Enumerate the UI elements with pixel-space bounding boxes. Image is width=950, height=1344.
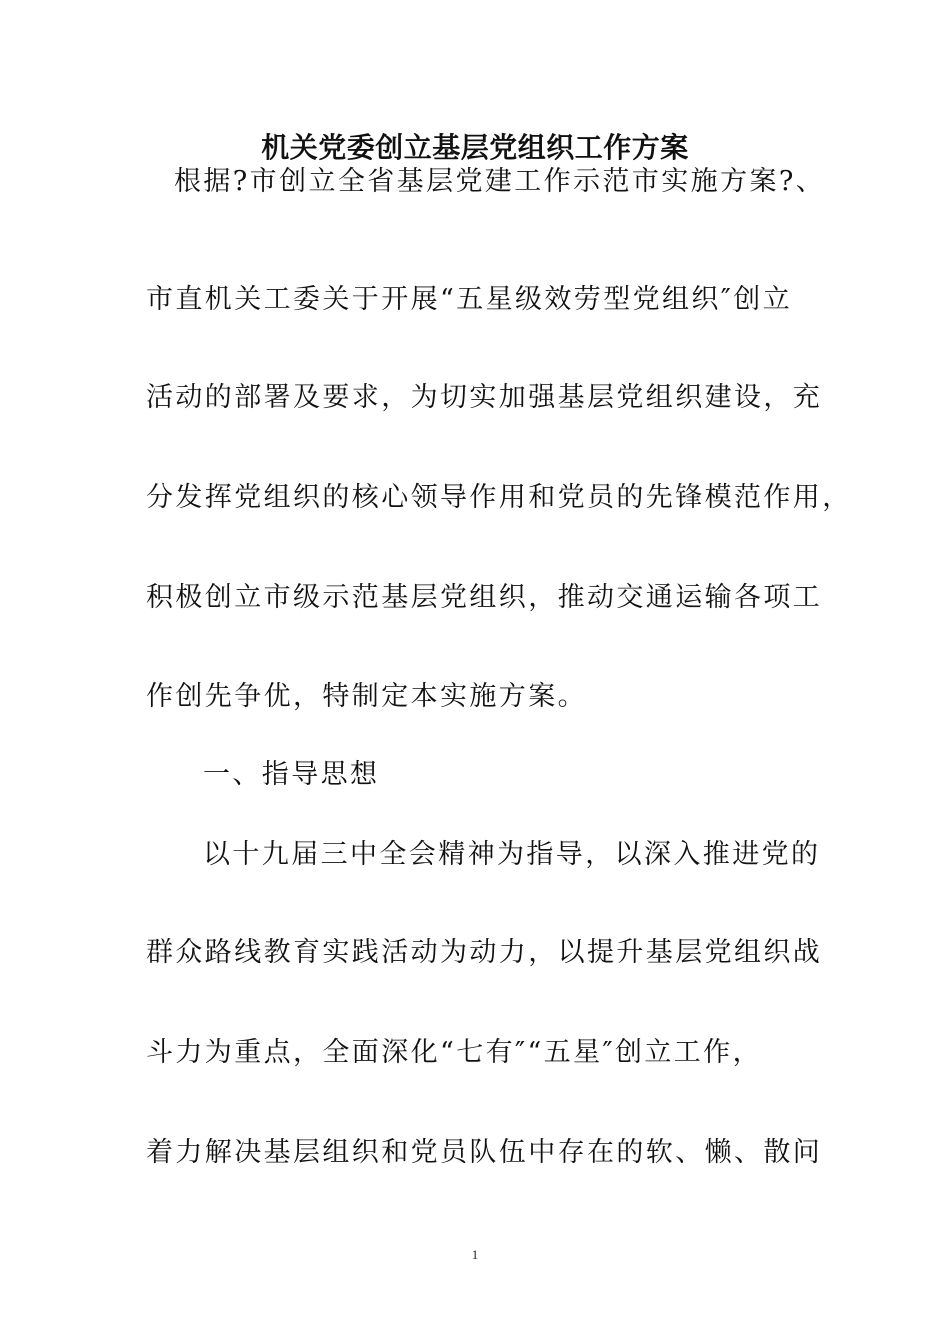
paragraph-line-6: 作创先争优，特制定本实施方案。 xyxy=(146,681,587,712)
paragraph-line-9: 斗力为重点，全面深化“七有″“五星″创立工作， xyxy=(146,1037,762,1068)
document-title: 机关党委创立基层党组织工作方案 xyxy=(261,131,689,164)
paragraph-line-3: 活动的部署及要求，为切实加强基层党组织建设，充 xyxy=(146,382,823,413)
section-heading-guiding-ideology: 一、指导思想 xyxy=(203,759,380,790)
paragraph-line-1: 根据?市创立全省基层党建工作示范市实施方案?、 xyxy=(174,166,826,197)
paragraph-line-7: 以十九届三中全会精神为指导，以深入推进党的 xyxy=(203,839,821,870)
paragraph-line-8: 群众路线教育实践活动为动力，以提升基层党组织战 xyxy=(146,937,823,968)
paragraph-line-5: 积极创立市级示范基层党组织，推动交通运输各项工 xyxy=(146,582,823,613)
paragraph-line-2: 市直机关工委关于开展“五星级效劳型党组织″创立 xyxy=(146,284,793,315)
paragraph-line-10: 着力解决基层组织和党员队伍中存在的软、懒、散问 xyxy=(146,1137,823,1168)
paragraph-line-4: 分发挥党组织的核心领导作用和党员的先锋模范作用， xyxy=(146,482,852,513)
page-number: 1 xyxy=(471,1247,479,1262)
